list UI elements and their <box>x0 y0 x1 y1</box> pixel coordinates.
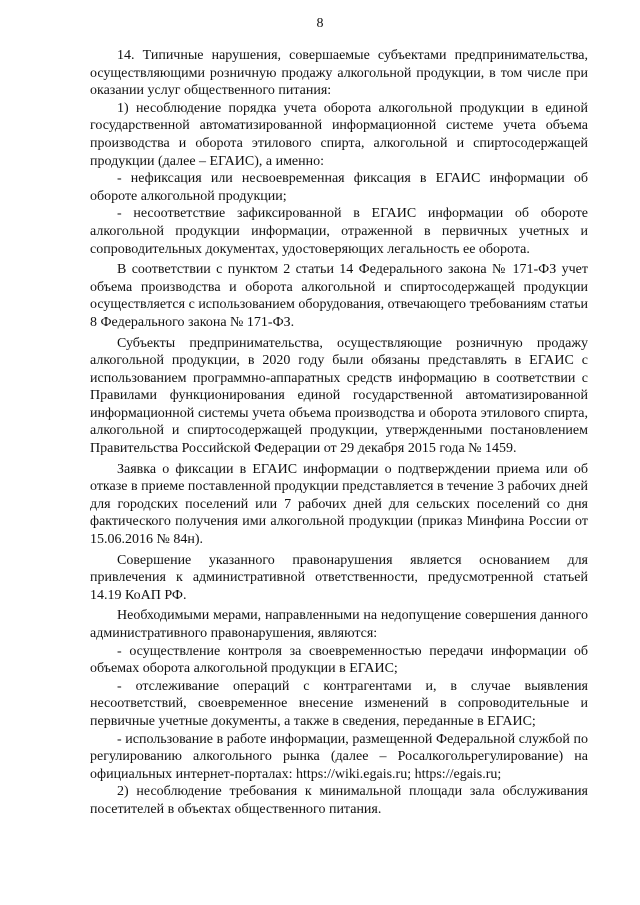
paragraph-item-1: 1) несоблюдение порядка учета оборота алкогольной продукции в единой государственной автоматизированной информационной системе учета объема производства и оборота этилового спирта, алкогольной и спиртосодержащей продукции (далее – ЕГАИС), а именно: <box>90 100 588 169</box>
paragraph-measures-intro: Необходимыми мерами, направленными на недопущение совершения данного административного правонарушения, являются: <box>90 608 588 641</box>
paragraph-dash-mismatch: - несоответствие зафиксированной в ЕГАИС информации об обороте алкогольной продукции информации, отраженной в первичных учетных и сопроводительных документах, удостоверяющих легальность ее оборота. <box>90 206 588 257</box>
paragraph-14-heading: 14. Типичные нарушения, совершаемые субъектами предпринимательства, осуществляющими розничную продажу алкогольной продукции, в том числе при оказании услуг общественного питания: <box>90 48 588 99</box>
page-number: 8 <box>316 16 324 31</box>
paragraph-item-2: 2) несоблюдение требования к минимальной площади зала обслуживания посетителей в объектах общественного питания. <box>90 784 588 817</box>
paragraph-application-deadline: Заявка о фиксации в ЕГАИС информации о подтверждении приема или об отказе в приеме поставленной продукции представляется в течение 3 рабочих дней для городских поселений или 7 рабочих дней для сельских поселений со дня фактического получения ими алкогольной продукции (приказ Минфина России от 15.06.2016 № 84н). <box>90 461 588 548</box>
paragraph-obligations: Субъекты предпринимательства, осуществляющие розничную продажу алкогольной продукции, в 2020 году были обязаны представлять в ЕГАИС с использованием программно-аппаратных средств информацию в соответствии с Правилами функционирования единой государственной автоматизированной информационной системы учета объема производства и оборота этилового спирта, алкогольной и спиртосодержащей продукции, утвержденными постановлением Правительства Российской Федерации от 29 декабря 2015 года № 1459. <box>90 335 588 457</box>
paragraph-dash-control: - осуществление контроля за своевременностью передачи информации об объемах оборота алкогольной продукции в ЕГАИС; <box>90 643 588 677</box>
paragraph-dash-nonfixation: - нефиксация или несвоевременная фиксация в ЕГАИС информации об обороте алкогольной продукции; <box>90 171 588 204</box>
paragraph-liability: Совершение указанного правонарушения является основанием для привлечения к административной ответственности, предусмотренной статьей 14.19 КоАП РФ. <box>90 552 588 603</box>
paragraph-law-reference: В соответствии с пунктом 2 статьи 14 Федерального закона № 171-ФЗ учет объема производства и оборота алкогольной и спиртосодержащей продукции осуществляется с использованием оборудования, отвечающего требованиям статьи 8 Федерального закона № 171-ФЗ. <box>90 262 588 330</box>
paragraph-dash-portals: - использование в работе информации, размещенной Федеральной службой по регулированию алкогольного рынка (далее – Росалкогольрегулирование) на официальных интернет-порталах: https://wiki.egais.ru; https://egais.ru; <box>90 731 588 782</box>
document-body <box>90 47 588 819</box>
paragraph-dash-tracking: - отслеживание операций с контрагентами и, в случае выявления несоответствий, своевременное внесение изменений в сопроводительные и первичные учетные документы, а также в сведения, переданные в ЕГАИС; <box>90 678 588 729</box>
